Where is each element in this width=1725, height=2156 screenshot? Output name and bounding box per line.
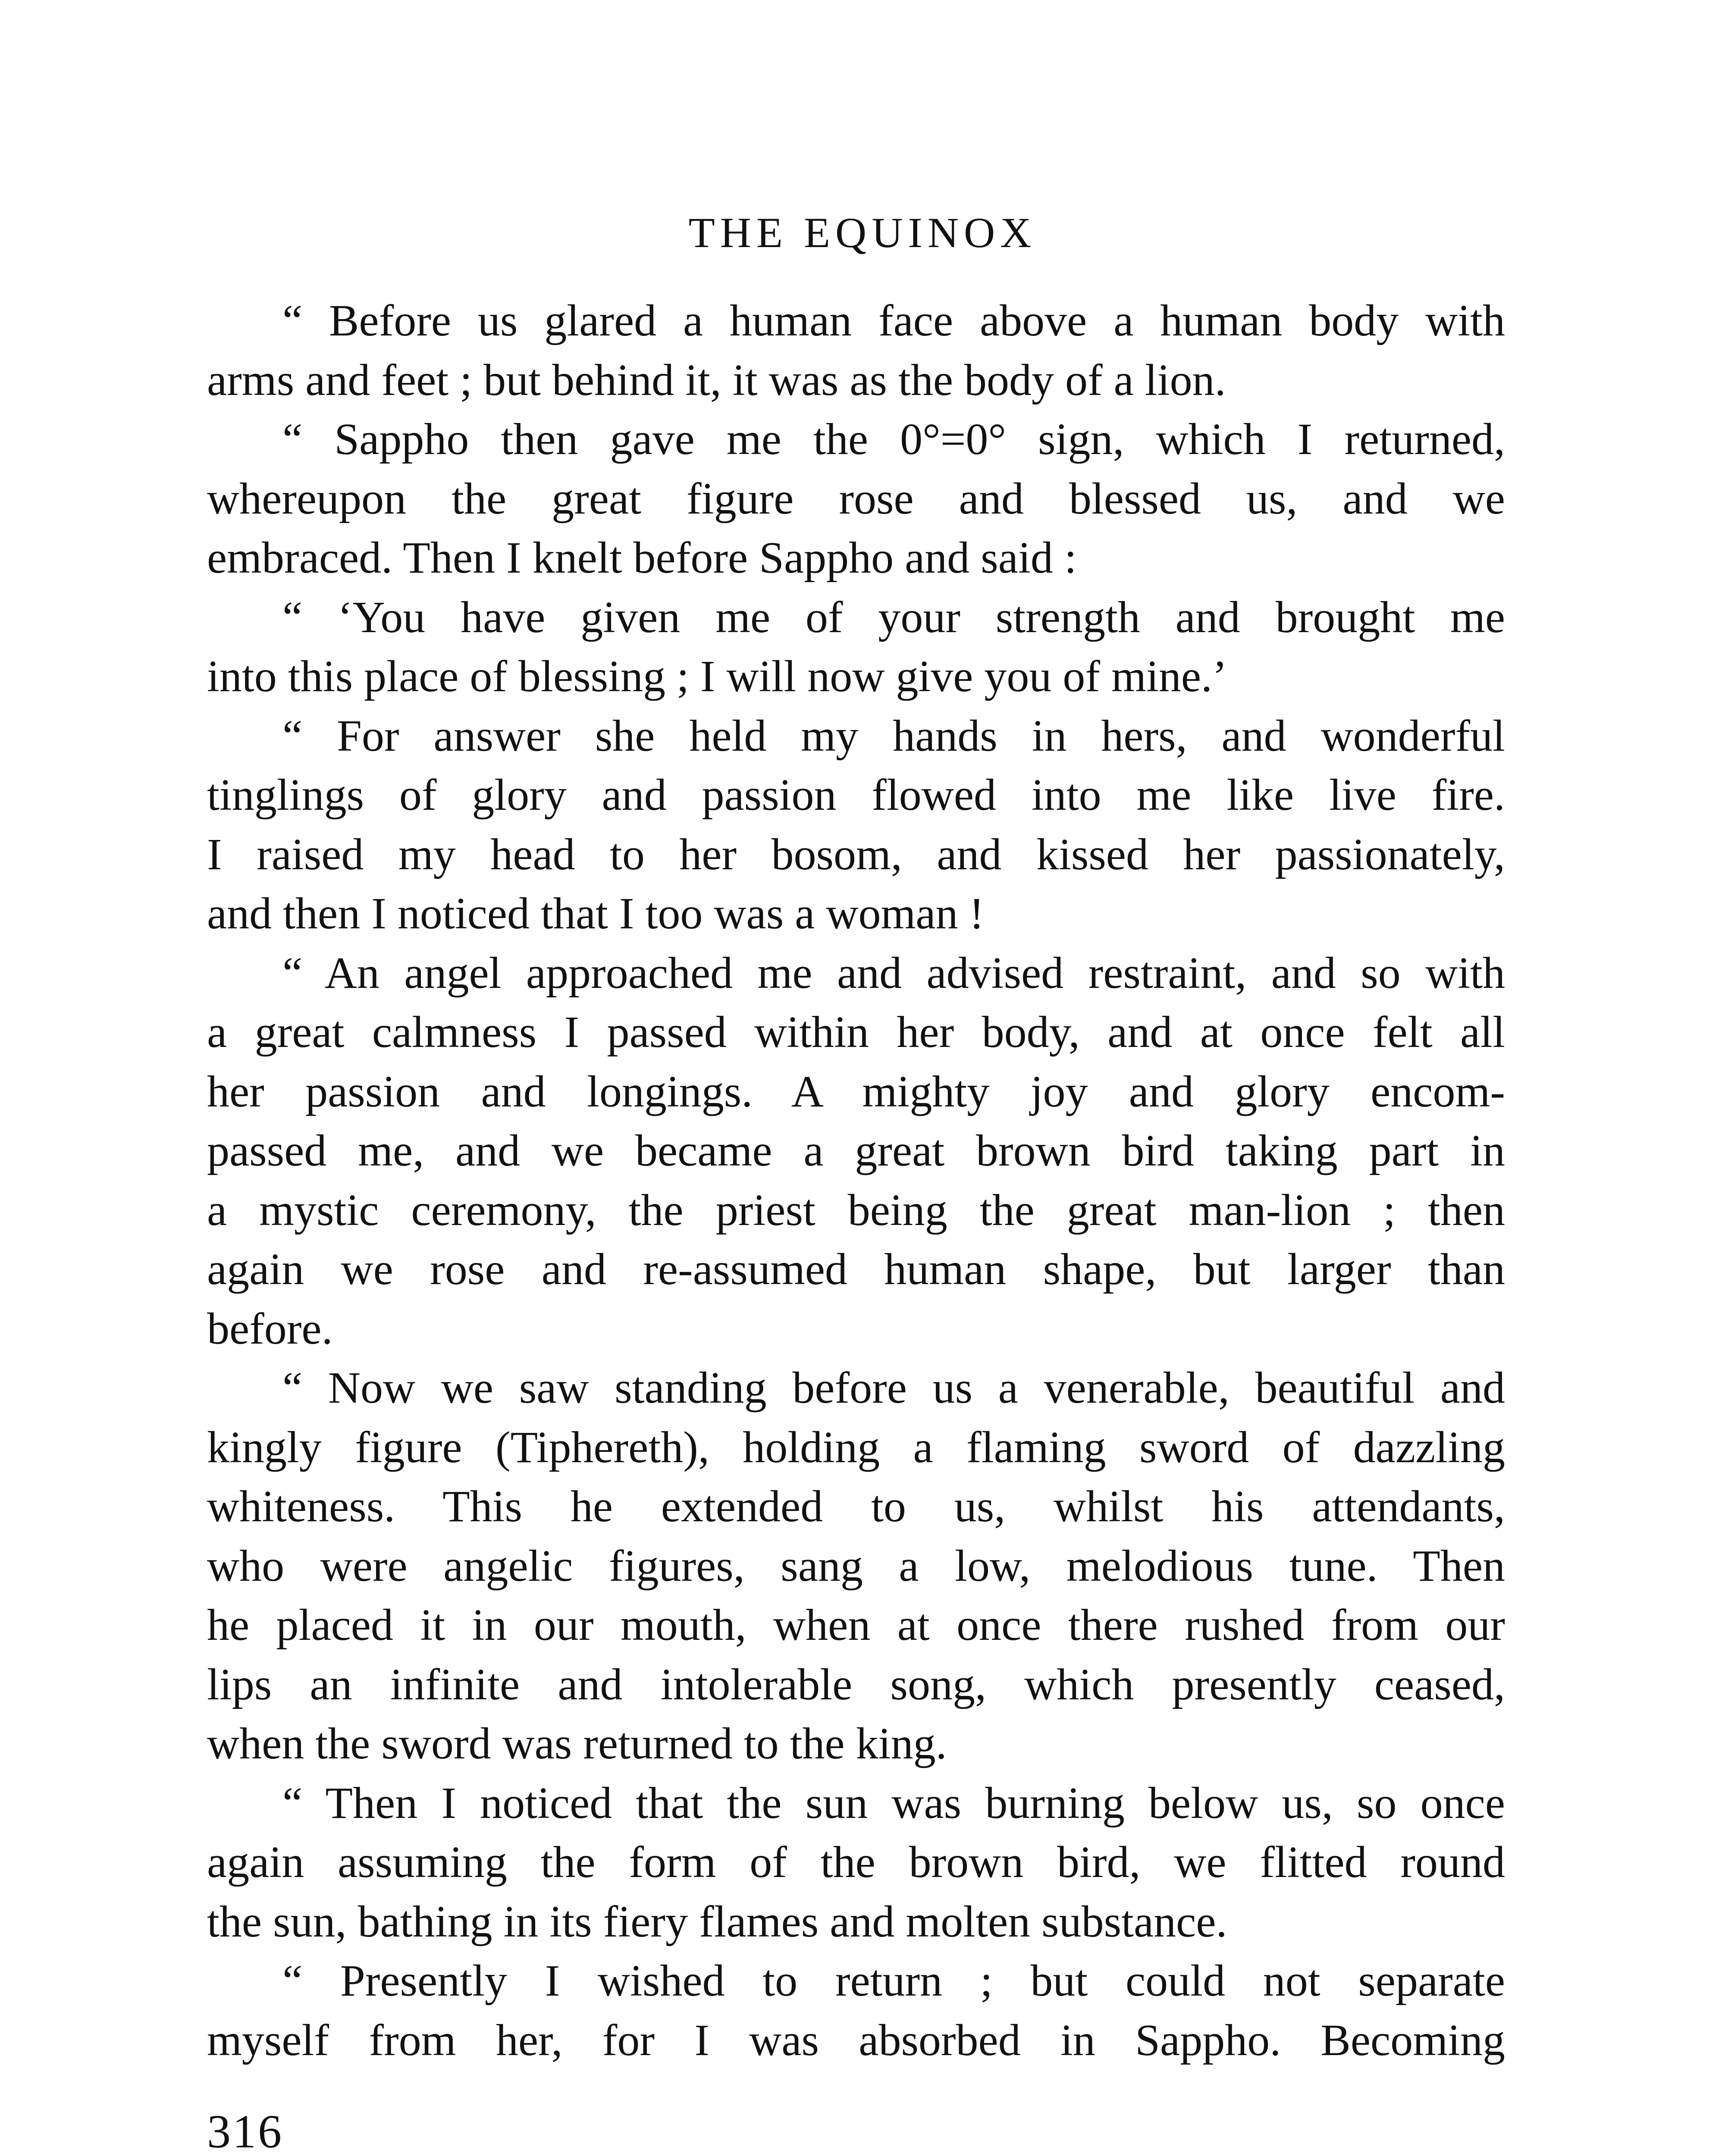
text-line: “ Before us glared a human face above a human body with <box>282 296 1505 345</box>
text-line: again assuming the form of the brown bird, we flitted round <box>207 1837 1505 1887</box>
text-line: again we rose and re-assumed human shape, but larger than <box>207 1244 1505 1294</box>
text-line: “ Then I noticed that the sun was burning below us, so once <box>282 1778 1505 1828</box>
text-line: “ Now we saw standing before us a venerable, beautiful and <box>282 1363 1505 1413</box>
text-line: passed me, and we became a great brown bird taking part in <box>207 1126 1505 1175</box>
text-line: lips an infinite and intolerable song, which presently ceased, <box>207 1659 1505 1709</box>
text-line: whereupon the great figure rose and blessed us, and we <box>207 473 1505 523</box>
text-line: I raised my head to her bosom, and kissed her passionately, <box>207 829 1505 879</box>
text-line: “ ‘You have given me of your strength and brought me <box>282 592 1505 642</box>
text-line: into this place of blessing ; I will now give you of mine.’ <box>207 652 1227 701</box>
text-line: “ For answer she held my hands in hers, and wonderful <box>282 711 1505 761</box>
text-line: a mystic ceremony, the priest being the great man-lion ; then <box>207 1185 1505 1235</box>
text-line: a great calmness I passed within her body, and at once felt all <box>207 1007 1505 1057</box>
text-line: and then I noticed that I too was a woman ! <box>207 889 985 938</box>
text-line: her passion and longings. A mighty joy and glory encom- <box>207 1066 1505 1116</box>
text-line: who were angelic figures, sang a low, melodious tune. Then <box>207 1541 1505 1591</box>
text-line: the sun, bathing in its fiery flames and molten substance. <box>207 1896 1227 1946</box>
text-line: kingly figure (Tiphereth), holding a flaming sword of dazzling <box>207 1422 1505 1472</box>
text-line: “ Sappho then gave me the 0°=0° sign, which I returned, <box>282 414 1505 464</box>
body-text <box>207 291 1505 2070</box>
text-line: before. <box>207 1304 333 1354</box>
page-number: 316 <box>207 2105 283 2156</box>
running-head: THE EQUINOX <box>688 209 1037 257</box>
text-line: when the sword was returned to the king. <box>207 1719 947 1768</box>
text-line: arms and feet ; but behind it, it was as the body of a lion. <box>207 355 1226 405</box>
text-line: myself from her, for I was absorbed in Sappho. Becoming <box>207 2015 1505 2065</box>
text-line: whiteness. This he extended to us, whilst his attendants, <box>207 1482 1505 1531</box>
text-line: he placed it in our mouth, when at once there rushed from our <box>207 1600 1505 1650</box>
text-line: embraced. Then I knelt before Sappho and said : <box>207 533 1077 583</box>
text-line: “ An angel approached me and advised restraint, and so with <box>282 948 1505 998</box>
text-line: tinglings of glory and passion flowed into me like live fire. <box>207 770 1505 820</box>
text-line: “ Presently I wished to return ; but could not separate <box>282 1956 1505 2006</box>
